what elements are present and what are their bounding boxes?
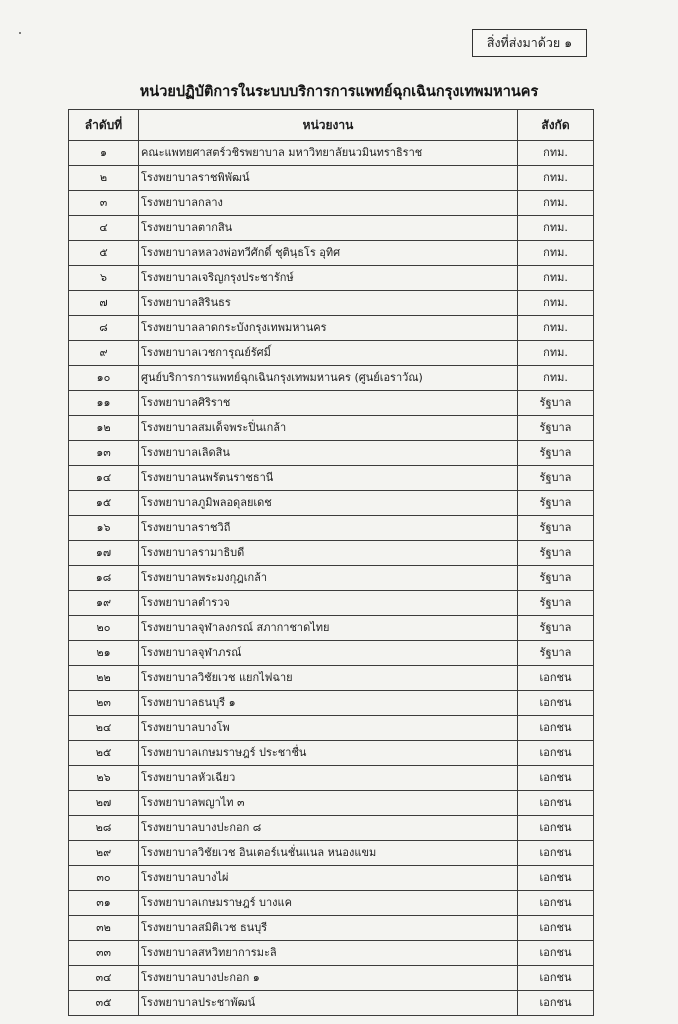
table-row <box>69 416 594 441</box>
affiliation: เอกชน <box>518 866 594 891</box>
affiliation: กทม. <box>518 141 594 166</box>
agency-name: โรงพยาบาลเกษมราษฎร์ บางแค <box>139 891 518 916</box>
affiliation: กทม. <box>518 316 594 341</box>
row-number: ๑๕ <box>69 491 139 516</box>
row-number: ๒๖ <box>69 766 139 791</box>
agency-name: โรงพยาบาลหลวงพ่อทวีศักดิ์ ชุตินฺธโร อุทิศ <box>139 241 518 266</box>
row-number: ๒๔ <box>69 716 139 741</box>
affiliation: กทม. <box>518 341 594 366</box>
table-row <box>69 191 594 216</box>
agency-name: โรงพยาบาลราชพิพัฒน์ <box>139 166 518 191</box>
agency-name: โรงพยาบาลประชาพัฒน์ <box>139 991 518 1016</box>
table-row <box>69 991 594 1016</box>
table-row <box>69 741 594 766</box>
row-number: ๒๐ <box>69 616 139 641</box>
row-number: ๒ <box>69 166 139 191</box>
affiliation: รัฐบาล <box>518 616 594 641</box>
affiliation: รัฐบาล <box>518 466 594 491</box>
table-row <box>69 291 594 316</box>
affiliation: รัฐบาล <box>518 541 594 566</box>
row-number: ๗ <box>69 291 139 316</box>
agency-name: โรงพยาบาลกลาง <box>139 191 518 216</box>
agency-name: โรงพยาบาลธนบุรี ๑ <box>139 691 518 716</box>
affiliation: รัฐบาล <box>518 441 594 466</box>
column-header-agency: หน่วยงาน <box>139 110 518 141</box>
row-number: ๕ <box>69 241 139 266</box>
affiliation: เอกชน <box>518 991 594 1016</box>
agency-name: โรงพยาบาลตากสิน <box>139 216 518 241</box>
row-number: ๑๒ <box>69 416 139 441</box>
table-row <box>69 166 594 191</box>
row-number: ๓ <box>69 191 139 216</box>
table-row <box>69 341 594 366</box>
table-header <box>69 110 594 141</box>
agency-name: โรงพยาบาลภูมิพลอดุลยเดช <box>139 491 518 516</box>
scan-speck <box>19 32 21 34</box>
row-number: ๓๐ <box>69 866 139 891</box>
table-row <box>69 466 594 491</box>
table-row <box>69 766 594 791</box>
row-number: ๒๕ <box>69 741 139 766</box>
table-row <box>69 391 594 416</box>
affiliation: เอกชน <box>518 816 594 841</box>
row-number: ๔ <box>69 216 139 241</box>
table-row <box>69 666 594 691</box>
hospital-table <box>68 109 594 1016</box>
row-number: ๒๑ <box>69 641 139 666</box>
row-number: ๒๒ <box>69 666 139 691</box>
row-number: ๒๘ <box>69 816 139 841</box>
row-number: ๒๗ <box>69 791 139 816</box>
table-row <box>69 816 594 841</box>
row-number: ๑๖ <box>69 516 139 541</box>
affiliation: เอกชน <box>518 841 594 866</box>
agency-name: โรงพยาบาลสมเด็จพระปิ่นเกล้า <box>139 416 518 441</box>
affiliation: รัฐบาล <box>518 491 594 516</box>
affiliation: เอกชน <box>518 766 594 791</box>
table-row <box>69 541 594 566</box>
affiliation: รัฐบาล <box>518 391 594 416</box>
affiliation: กทม. <box>518 241 594 266</box>
header-row <box>69 110 594 141</box>
row-number: ๓๕ <box>69 991 139 1016</box>
row-number: ๑๓ <box>69 441 139 466</box>
affiliation: รัฐบาล <box>518 591 594 616</box>
table-row <box>69 866 594 891</box>
affiliation: กทม. <box>518 191 594 216</box>
table-row <box>69 691 594 716</box>
column-header-number: ลำดับที่ <box>69 110 139 141</box>
agency-name: ศูนย์บริการการแพทย์ฉุกเฉินกรุงเทพมหานคร (ศูนย์เอราวัณ) <box>139 366 518 391</box>
table-row <box>69 566 594 591</box>
affiliation: เอกชน <box>518 741 594 766</box>
table-row <box>69 891 594 916</box>
affiliation: เอกชน <box>518 791 594 816</box>
table-row <box>69 616 594 641</box>
row-number: ๓๒ <box>69 916 139 941</box>
table-row <box>69 266 594 291</box>
affiliation: เอกชน <box>518 941 594 966</box>
agency-name: โรงพยาบาลจุฬาภรณ์ <box>139 641 518 666</box>
table-body <box>69 141 594 1016</box>
affiliation: กทม. <box>518 291 594 316</box>
row-number: ๑๔ <box>69 466 139 491</box>
affiliation: เอกชน <box>518 666 594 691</box>
column-header-affiliation: สังกัด <box>518 110 594 141</box>
affiliation: กทม. <box>518 216 594 241</box>
table-row <box>69 141 594 166</box>
affiliation: เอกชน <box>518 916 594 941</box>
agency-name: โรงพยาบาลสหวิทยาการมะลิ <box>139 941 518 966</box>
agency-name: โรงพยาบาลราชวิถี <box>139 516 518 541</box>
agency-name: โรงพยาบาลศิริราช <box>139 391 518 416</box>
agency-name: โรงพยาบาลบางปะกอก ๘ <box>139 816 518 841</box>
row-number: ๑๙ <box>69 591 139 616</box>
table-row <box>69 516 594 541</box>
agency-name: โรงพยาบาลวิชัยเวช อินเตอร์เนชั่นแนล หนองแขม <box>139 841 518 866</box>
affiliation: กทม. <box>518 166 594 191</box>
row-number: ๓๔ <box>69 966 139 991</box>
table-row <box>69 716 594 741</box>
row-number: ๓๓ <box>69 941 139 966</box>
agency-name: โรงพยาบาลรามาธิบดี <box>139 541 518 566</box>
table-row <box>69 591 594 616</box>
agency-name: โรงพยาบาลหัวเฉียว <box>139 766 518 791</box>
row-number: ๑๑ <box>69 391 139 416</box>
row-number: ๖ <box>69 266 139 291</box>
table-row <box>69 441 594 466</box>
row-number: ๓๑ <box>69 891 139 916</box>
agency-name: โรงพยาบาลตำรวจ <box>139 591 518 616</box>
agency-name: คณะแพทยศาสตร์วชิรพยาบาล มหาวิทยาลัยนวมินทราธิราช <box>139 141 518 166</box>
agency-name: โรงพยาบาลพระมงกุฎเกล้า <box>139 566 518 591</box>
affiliation: เอกชน <box>518 891 594 916</box>
affiliation: รัฐบาล <box>518 566 594 591</box>
affiliation: รัฐบาล <box>518 516 594 541</box>
row-number: ๑๘ <box>69 566 139 591</box>
document-title: หน่วยปฏิบัติการในระบบบริการการแพทย์ฉุกเฉินกรุงเทพมหานคร <box>139 84 539 100</box>
affiliation: เอกชน <box>518 716 594 741</box>
agency-name: โรงพยาบาลเกษมราษฎร์ ประชาชื่น <box>139 741 518 766</box>
agency-name: โรงพยาบาลจุฬาลงกรณ์ สภากาชาดไทย <box>139 616 518 641</box>
table-row <box>69 366 594 391</box>
table-row <box>69 491 594 516</box>
table-row <box>69 216 594 241</box>
agency-name: โรงพยาบาลสิรินธร <box>139 291 518 316</box>
agency-name: โรงพยาบาลสมิติเวช ธนบุรี <box>139 916 518 941</box>
row-number: ๑๗ <box>69 541 139 566</box>
attachment-label: สิ่งที่ส่งมาด้วย ๑ <box>472 29 587 57</box>
agency-name: โรงพยาบาลวิชัยเวช แยกไฟฉาย <box>139 666 518 691</box>
affiliation: รัฐบาล <box>518 416 594 441</box>
agency-name: โรงพยาบาลเวชการุณย์รัศมิ์ <box>139 341 518 366</box>
affiliation: กทม. <box>518 366 594 391</box>
table-row <box>69 916 594 941</box>
agency-name: โรงพยาบาลเลิดสิน <box>139 441 518 466</box>
table-row <box>69 641 594 666</box>
affiliation: กทม. <box>518 266 594 291</box>
row-number: ๒๙ <box>69 841 139 866</box>
table-row <box>69 966 594 991</box>
table-row <box>69 316 594 341</box>
agency-name: โรงพยาบาลบางโพ <box>139 716 518 741</box>
affiliation: เอกชน <box>518 966 594 991</box>
agency-name: โรงพยาบาลบางไผ่ <box>139 866 518 891</box>
table-row <box>69 241 594 266</box>
row-number: ๘ <box>69 316 139 341</box>
table-row <box>69 841 594 866</box>
affiliation: รัฐบาล <box>518 641 594 666</box>
row-number: ๒๓ <box>69 691 139 716</box>
table-row <box>69 791 594 816</box>
row-number: ๑ <box>69 141 139 166</box>
agency-name: โรงพยาบาลเจริญกรุงประชารักษ์ <box>139 266 518 291</box>
row-number: ๙ <box>69 341 139 366</box>
agency-name: โรงพยาบาลพญาไท ๓ <box>139 791 518 816</box>
agency-name: โรงพยาบาลนพรัตนราชธานี <box>139 466 518 491</box>
affiliation: เอกชน <box>518 691 594 716</box>
table-row <box>69 941 594 966</box>
agency-name: โรงพยาบาลบางปะกอก ๑ <box>139 966 518 991</box>
agency-name: โรงพยาบาลลาดกระบังกรุงเทพมหานคร <box>139 316 518 341</box>
row-number: ๑๐ <box>69 366 139 391</box>
